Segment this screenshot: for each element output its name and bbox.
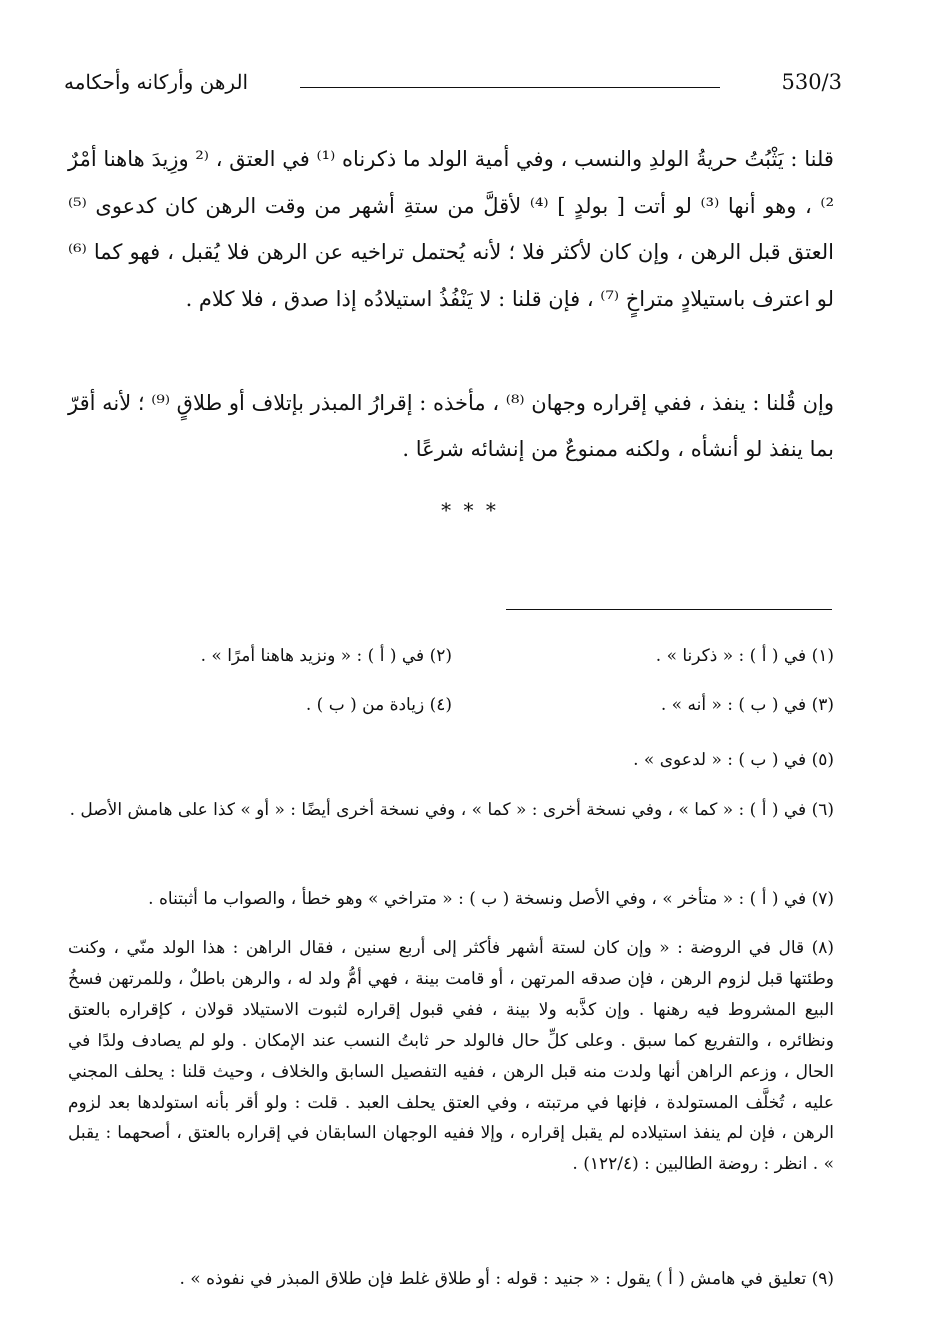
footnote-3: (٣) في ( ب ) : « أنه » . — [660, 695, 834, 715]
footnote-4: (٤) زيادة من ( ب ) . — [305, 695, 452, 715]
footnote-5: (٥) في ( ب ) : « لدعوى » . — [633, 750, 834, 770]
header-dash-line — [300, 87, 720, 88]
footnote-separator — [506, 609, 832, 610]
body-paragraph-2: وإن قُلنا : ينفذ ، ففي إقراره وجهان ⁽⁸⁾ ، مأخذه : إقرارُ المبذر بإتلاف أو طلاقٍ ⁽⁹⁾ ؛ لأنه أقرّ بما ينفذ لو أنشأه ، ولكنه ممنوعٌ من إنشائه شرعًا . — [68, 391, 834, 461]
page-header — [64, 70, 842, 104]
body-paragraph-1: قلنا : يَثْبُتُ حريةُ الولدِ والنسب ، وفي أمية الولد ما ذكرناه ⁽¹⁾ في العتق ، ⁽² وزِيدَ هاهنا أمْرٌ ²⁾ ، وهو أنها ⁽³⁾ لو أتت [ بولدٍ ] ⁽⁴⁾ لأقلَّ من ستةِ أشهر من وقت الرهن كان كدعوى ⁽⁵⁾ العتق قبل الرهن ، وإن كان لأكثر فلا ؛ لأنه يُحتمل تراخيه عن الرهن فلا يُقبل ، فهو كما ⁽⁶⁾ لو اعترف باستيلادٍ متراخٍ ⁽⁷⁾ ، فإن قلنا : لا يَنْفُذُ استيلادُه إذا صدق ، فلا كلام . — [68, 147, 834, 311]
section-break: * * * — [441, 498, 499, 522]
footnote-7: (٧) في ( أ ) : « متأخر » ، وفي الأصل ونسخة ( ب ) : « متراخي » وهو خطأ ، والصواب ما أثبتناه . — [148, 889, 834, 909]
footnote-2: (٢) في ( أ ) : « ونزيد هاهنا أمرًا » . — [200, 646, 452, 666]
footnote-row-1-2 — [68, 646, 834, 676]
footnote-9: (٩) تعليق في هامش ( أ ) يقول : « جنيد : قوله : أو طلاق غلط فإن طلاق المبذر في نفوذه » . — [179, 1269, 834, 1289]
page-number: 530/3 — [781, 70, 842, 94]
running-title: الرهن وأركانه وأحكامه — [64, 70, 249, 94]
footnote-row-3-4 — [68, 695, 834, 725]
footnote-1: (١) في ( أ ) : « ذكرنا » . — [655, 646, 834, 666]
footnote-6: (٦) في ( أ ) : « كما » ، وفي نسخة أخرى : « كما » ، وفي نسخة أخرى أيضًا : « أو » كذا على هامش الأصل . — [69, 800, 834, 820]
footnote-8: (٨) قال في الروضة : « وإن كان لستة أشهر فأكثر إلى أربع سنين ، فقال الراهن : هذا الولد منّي ، وكنت وطئتها قبل لزوم الرهن ، فإن صدقه المرتهن ، أو قامت بينة ، فهي أمُّ ولد له ، والرهن باطلٌ ، وللمرتهن فسخُ البيع المشروط فيه رهنها . وإن كذَّبه ولا بينة ، ففي قبول إقراره لثبوت الاستيلاد قولان ، كإقراره بالعتق ونظائره ، والتفريع كما سبق . وعلى كلِّ حال فالولد حر ثابتُ النسب عند الإمكان . ولو لم يصادف ولدًا في الحال ، وزعم الراهن أنها ولدت منه قبل الرهن ، ففيه التفصيل السابق والخلاف ، وحيث قلنا : يحلف المجني عليه ، تُخلَّف المستولدة ، فإنها في مرتبته ، وفي العتق يحلف العبد . قلت : ولو أقر بأنه استولدها بعد لزوم الرهن ، فإن لم ينفذ استيلاده لم يقبل إقراره ، وإلا ففيه الوجهان السابقان في إقراره بالعتق ، أصحهما : يقبل » . انظر : روضة الطالبين : (١٢٢/٤) . — [68, 938, 834, 1175]
